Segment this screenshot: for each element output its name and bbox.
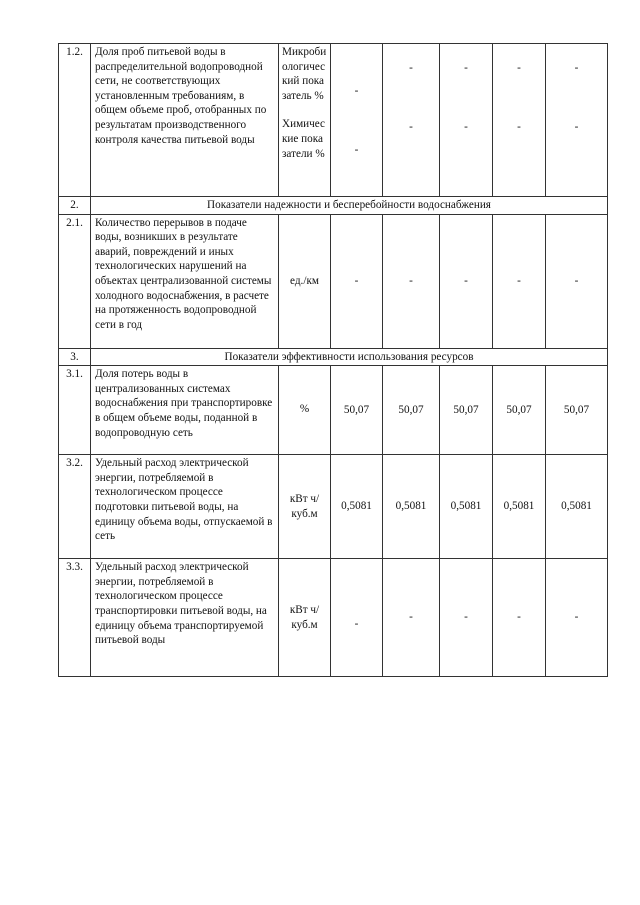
value-cell: -: [546, 559, 608, 677]
row-description: Доля проб питьевой воды в распределительной водопроводной сети, не соответствующих установленным требованиям, в общем объеме проб, отобранных по результатам производственного контроля качества питьевой воды: [91, 44, 279, 197]
value-cell: 0,5081: [440, 455, 493, 559]
section-title: Показатели надежности и бесперебойности водоснабжения: [91, 197, 608, 215]
value-cell: -: [331, 559, 383, 677]
table-row-3-1: [59, 366, 608, 455]
value-chem-2: -: [409, 120, 413, 133]
table-row-3-3: [59, 559, 608, 677]
row-number: 2.1.: [59, 214, 91, 348]
value-cell: [331, 44, 383, 197]
value-micro-3: -: [464, 62, 468, 74]
section-row-3: [59, 348, 608, 366]
value-chem-1: -: [354, 143, 359, 156]
unit-microbiological: Микробиологический показатель %: [282, 46, 327, 102]
value-cell: -: [493, 559, 546, 677]
row-number: 3.2.: [59, 455, 91, 559]
table-row-1-2: [59, 44, 608, 197]
value-cell: 50,07: [383, 366, 440, 455]
unit-cell: кВт ч/куб.м: [279, 455, 331, 559]
row-description: Удельный расход электрической энергии, потребляемой в технологическом процессе подготовки питьевой воды, на единицу объема воды, отпускаемой в сеть: [91, 455, 279, 559]
unit-cell: ед./км: [279, 214, 331, 348]
value-cell: -: [440, 559, 493, 677]
value-cell: -: [383, 559, 440, 677]
table-row-2-1: [59, 214, 608, 348]
section-title: Показатели эффективности использования ресурсов: [91, 348, 608, 366]
section-number: 2.: [59, 197, 91, 215]
unit-cell: кВт ч/куб.м: [279, 559, 331, 677]
section-number: 3.: [59, 348, 91, 366]
unit-cell: [279, 44, 331, 197]
unit-cell: %: [279, 366, 331, 455]
value-cell: -: [440, 214, 493, 348]
value-cell: -: [546, 214, 608, 348]
table-row-3-2: [59, 455, 608, 559]
section-row-2: [59, 197, 608, 215]
unit-chemical: Химические показатели %: [282, 118, 325, 160]
row-number: 3.1.: [59, 366, 91, 455]
value-micro-1: -: [354, 85, 359, 97]
value-cell: [383, 44, 440, 197]
value-cell: 50,07: [546, 366, 608, 455]
value-micro-5: -: [574, 62, 579, 74]
value-micro-2: -: [409, 62, 413, 74]
value-cell: 0,5081: [546, 455, 608, 559]
value-cell: -: [493, 214, 546, 348]
row-number: 1.2.: [59, 44, 91, 197]
value-cell: 0,5081: [383, 455, 440, 559]
value-cell: 50,07: [331, 366, 383, 455]
value-cell: 50,07: [440, 366, 493, 455]
value-cell: 0,5081: [493, 455, 546, 559]
value-cell: 0,5081: [331, 455, 383, 559]
value-cell: 50,07: [493, 366, 546, 455]
value-chem-3: -: [464, 120, 468, 133]
indicators-table: [58, 43, 608, 677]
value-cell: [440, 44, 493, 197]
value-micro-4: -: [517, 62, 521, 74]
value-cell: -: [331, 214, 383, 348]
value-chem-4: -: [517, 120, 521, 133]
value-cell: [546, 44, 608, 197]
value-cell: [493, 44, 546, 197]
row-description: Удельный расход электрической энергии, потребляемой в технологическом процессе транспортировки питьевой воды, на единицу объема транспортируемой питьевой воды: [91, 559, 279, 677]
row-description: Доля потерь воды в централизованных системах водоснабжения при транспортировке в общем объеме воды, поданной в водопроводную сеть: [91, 366, 279, 455]
row-description: Количество перерывов в подаче воды, возникших в результате аварий, повреждений и иных технологических нарушений на объектах централизованной системы холодного водоснабжения, в расчете на протяженность водопроводной сети в год: [91, 214, 279, 348]
row-number: 3.3.: [59, 559, 91, 677]
value-chem-5: -: [574, 120, 579, 133]
value-cell: -: [383, 214, 440, 348]
